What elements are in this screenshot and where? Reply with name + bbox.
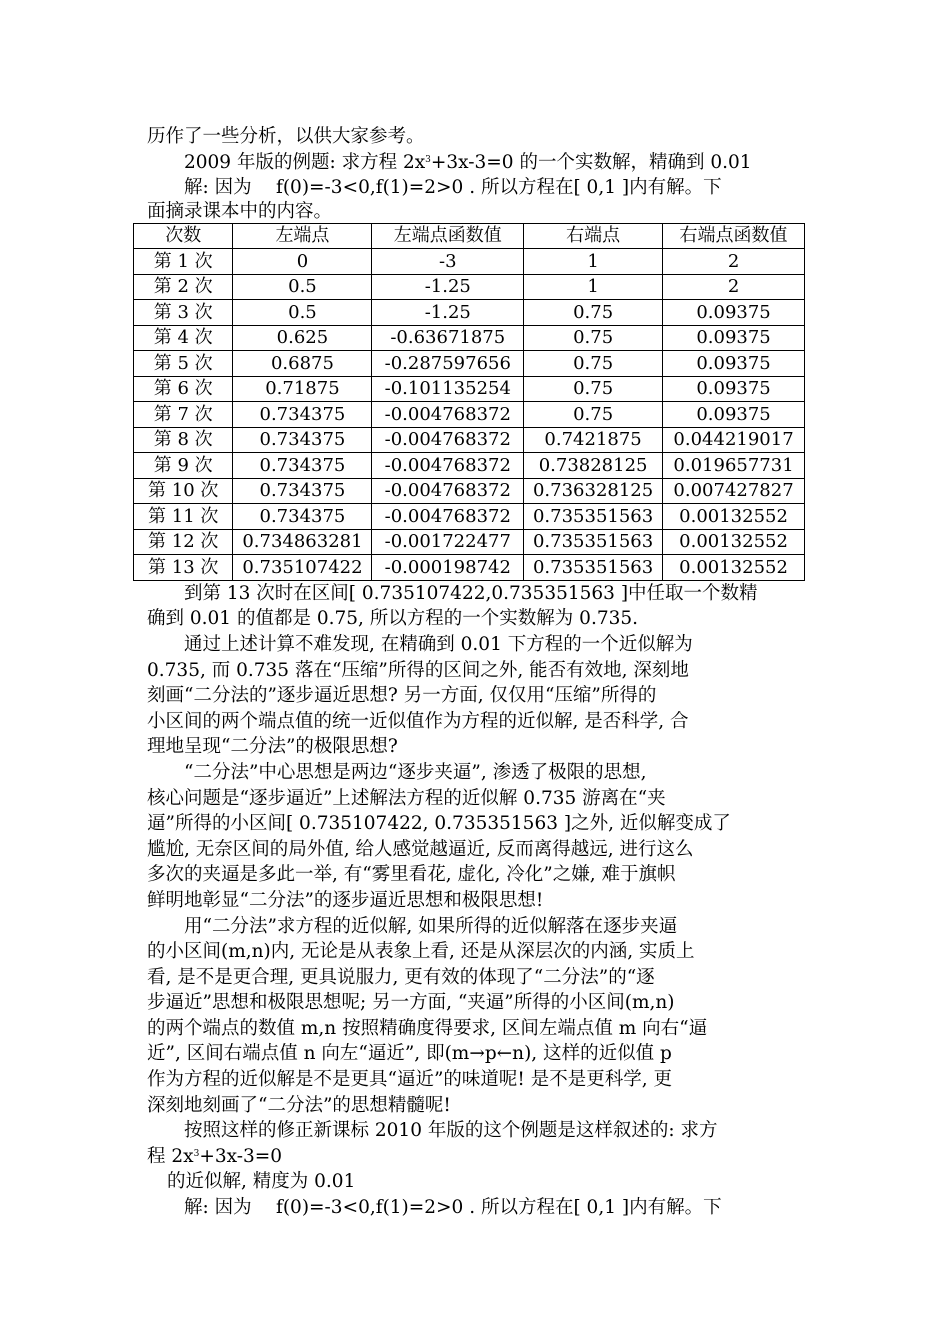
table-row	[134, 351, 805, 377]
table-cell: 第 13 次	[134, 555, 233, 581]
table-cell: 第 11 次	[134, 504, 233, 530]
table-cell: -0.004768372	[372, 453, 524, 479]
paragraph-line: 的近似解, 精度为 0.01	[167, 1171, 356, 1193]
table-row	[134, 300, 805, 326]
paragraph-line: 小区间的两个端点值的统一近似值作为方程的近似解, 是否科学, 合	[147, 710, 689, 732]
paragraph-line: 逼”所得的小区间[ 0.735107422, 0.735351563 ]之外, 近似解变成了	[147, 813, 731, 835]
table-cell: -0.63671875	[372, 325, 524, 351]
paragraph-line: 鲜明地彰显“二分法”的逐步逼近思想和极限思想!	[147, 889, 544, 911]
paragraph-proposal	[147, 914, 817, 1119]
table-cell: 0.044219017	[663, 427, 805, 453]
paragraph-line: 的小区间(m,n)内, 无论是从表象上看, 还是从深层次的内涵, 实质上	[147, 941, 695, 963]
paragraph-line: 用“二分法”求方程的近似解, 如果所得的近似解落在逐步夹逼	[184, 915, 678, 937]
table-cell: 0.75	[524, 325, 663, 351]
paragraph-line: 的两个端点的数值 m,n 按照精确度得要求, 区间左端点值 m 向右“逼	[147, 1017, 708, 1039]
solution-line-1: 解: 因为 f(0)=-3<0,f(1)=2>0 . 所以方程在[ 0,1 ]内有解。下	[184, 177, 722, 199]
table-cell: 0.73828125	[524, 453, 663, 479]
solution-line-2: 面摘录课本中的内容。	[147, 200, 333, 222]
table-cell: 0.6875	[233, 351, 372, 377]
table-cell: 第 12 次	[134, 529, 233, 555]
paragraph-line: 到第 13 次时在区间[ 0.735107422,0.735351563 ]中任取一个数精	[184, 582, 758, 604]
table-cell: -0.287597656	[372, 351, 524, 377]
table-row	[134, 325, 805, 351]
table-cell: 0.736328125	[524, 478, 663, 504]
paragraph-line: 深刻地刻画了“二分法”的思想精髓呢!	[147, 1094, 451, 1116]
table-row	[134, 427, 805, 453]
table-cell: 第 2 次	[134, 274, 233, 300]
table-row	[134, 529, 805, 555]
table-cell: 0.734375	[233, 453, 372, 479]
table-cell: 0.625	[233, 325, 372, 351]
table-cell: 0.735351563	[524, 555, 663, 581]
table-cell: 0.5	[233, 274, 372, 300]
table-cell: 0.00132552	[663, 529, 805, 555]
paragraph-line: 多次的夹逼是多此一举, 有“雾里看花, 虚化, 冷化”之嫌, 难于旗帜	[147, 864, 676, 886]
header-count: 次数	[134, 223, 233, 249]
table-cell: 0.75	[524, 402, 663, 428]
paragraph-line	[147, 1144, 817, 1170]
header-right-value: 右端点函数值	[663, 223, 805, 249]
exponent: 3	[193, 1148, 200, 1159]
table-cell: 第 3 次	[134, 300, 233, 326]
intro-line: 历作了一些分析，以供大家参考。	[147, 126, 425, 147]
paragraph-line: 解: 因为 f(0)=-3<0,f(1)=2>0 . 所以方程在[ 0,1 ]内有解。下	[184, 1197, 722, 1219]
paragraph-core-idea	[147, 760, 817, 914]
table-row	[134, 478, 805, 504]
paragraph-line: 刻画“二分法的”逐步逼近思想? 另一方面, 仅仅用“压缩”所得的	[147, 685, 657, 707]
paragraph-2010-example	[147, 1118, 817, 1220]
table-cell: -0.004768372	[372, 504, 524, 530]
table-cell: 0	[233, 249, 372, 275]
table-cell: 第 1 次	[134, 249, 233, 275]
paragraph-line: 尴尬, 无奈区间的局外值, 给人感觉越逼近, 反而离得越远, 进行这么	[147, 838, 694, 860]
table-cell: -0.101135254	[372, 376, 524, 402]
example-text-b: +3x-3=0 的一个实数解，精确到 0.01	[430, 151, 752, 173]
table-cell: -0.001722477	[372, 529, 524, 555]
table-cell: -0.004768372	[372, 478, 524, 504]
equation-text-b: +3x-3=0	[199, 1145, 282, 1167]
exponent: 3	[425, 154, 431, 165]
table-cell: 0.735351563	[524, 504, 663, 530]
example-statement	[147, 150, 817, 176]
paragraph-line: “二分法”中心思想是两边“逐步夹逼”, 渗透了极限的思想,	[184, 761, 647, 783]
paragraph-line: 通过上述计算不难发现, 在精确到 0.01 下方程的一个近似解为	[184, 633, 693, 655]
paragraph-line: 按照这样的修正新课标 2010 年版的这个例题是这样叙述的: 求方	[184, 1120, 718, 1142]
paragraph-line: 理地呈现“二分法”的极限思想?	[147, 736, 398, 758]
table-cell: -0.004768372	[372, 427, 524, 453]
table-cell: 0.75	[524, 351, 663, 377]
table-cell: 1	[524, 274, 663, 300]
paragraph-line: 近”, 区间右端点值 n 向左“逼近”, 即(m→p←n), 这样的近似值 p	[147, 1043, 672, 1065]
table-cell: 0.734375	[233, 478, 372, 504]
table-cell: 第 6 次	[134, 376, 233, 402]
table-cell: 0.7421875	[524, 427, 663, 453]
table-cell: 0.09375	[663, 376, 805, 402]
paragraph-line: 步逼近”思想和极限思想呢; 另一方面, “夹逼”所得的小区间(m,n)	[147, 992, 675, 1014]
table-cell: 第 10 次	[134, 478, 233, 504]
table-cell: 0.734375	[233, 427, 372, 453]
table-cell: 第 9 次	[134, 453, 233, 479]
header-left-value: 左端点函数值	[372, 223, 524, 249]
table-cell: -0.004768372	[372, 402, 524, 428]
paragraph-line: 核心问题是“逐步逼近”上述解法方程的近似解 0.735 游离在“夹	[147, 787, 666, 809]
table-header-row	[134, 223, 805, 249]
equation-text-a: 程 2x	[147, 1145, 194, 1167]
table-cell: 0.735351563	[524, 529, 663, 555]
table-cell: 第 7 次	[134, 402, 233, 428]
table-row	[134, 402, 805, 428]
paragraph-line: 作为方程的近似解是不是更具“逼近”的味道呢! 是不是更科学, 更	[147, 1069, 672, 1091]
table-row	[134, 274, 805, 300]
table-cell: -3	[372, 249, 524, 275]
table-row	[134, 249, 805, 275]
paragraph-line: 确到 0.01 的值都是 0.75, 所以方程的一个实数解为 0.735.	[147, 608, 639, 630]
table-cell: 0.09375	[663, 300, 805, 326]
table-cell: 0.734863281	[233, 529, 372, 555]
table-row	[134, 376, 805, 402]
table-cell: 0.734375	[233, 504, 372, 530]
table-cell: 0.09375	[663, 325, 805, 351]
table-cell: 0.00132552	[663, 555, 805, 581]
bisection-table	[133, 223, 805, 581]
table-cell: 0.71875	[233, 376, 372, 402]
header-right-endpoint: 右端点	[524, 223, 663, 249]
table-cell: 2	[663, 249, 805, 275]
table-cell: 0.75	[524, 300, 663, 326]
table-cell: 0.00132552	[663, 504, 805, 530]
table-cell: -1.25	[372, 274, 524, 300]
table-cell: 2	[663, 274, 805, 300]
table-cell: 1	[524, 249, 663, 275]
paragraph-analysis	[147, 632, 817, 760]
header-left-endpoint: 左端点	[233, 223, 372, 249]
paragraph-line: 0.735, 而 0.735 落在“压缩”所得的区间之外, 能否有效地, 深刻地	[147, 659, 689, 681]
table-cell: 0.735107422	[233, 555, 372, 581]
document-page	[147, 124, 817, 1221]
table-cell: 第 8 次	[134, 427, 233, 453]
table-cell: -1.25	[372, 300, 524, 326]
paragraph-line: 看, 是不是更合理, 更具说服力, 更有效的体现了“二分法”的“逐	[147, 966, 655, 988]
table-cell: 第 5 次	[134, 351, 233, 377]
table-cell: 0.734375	[233, 402, 372, 428]
table-cell: 0.09375	[663, 402, 805, 428]
table-cell: 0.75	[524, 376, 663, 402]
table-cell: 第 4 次	[134, 325, 233, 351]
table-row	[134, 504, 805, 530]
table-cell: 0.019657731	[663, 453, 805, 479]
table-row	[134, 555, 805, 581]
example-text-a: 2009 年版的例题: 求方程 2x	[184, 151, 426, 173]
table-cell: 0.5	[233, 300, 372, 326]
paragraph-conclusion	[147, 581, 817, 632]
table-cell: 0.007427827	[663, 478, 805, 504]
table-cell: -0.000198742	[372, 555, 524, 581]
table-row	[134, 453, 805, 479]
table-cell: 0.09375	[663, 351, 805, 377]
